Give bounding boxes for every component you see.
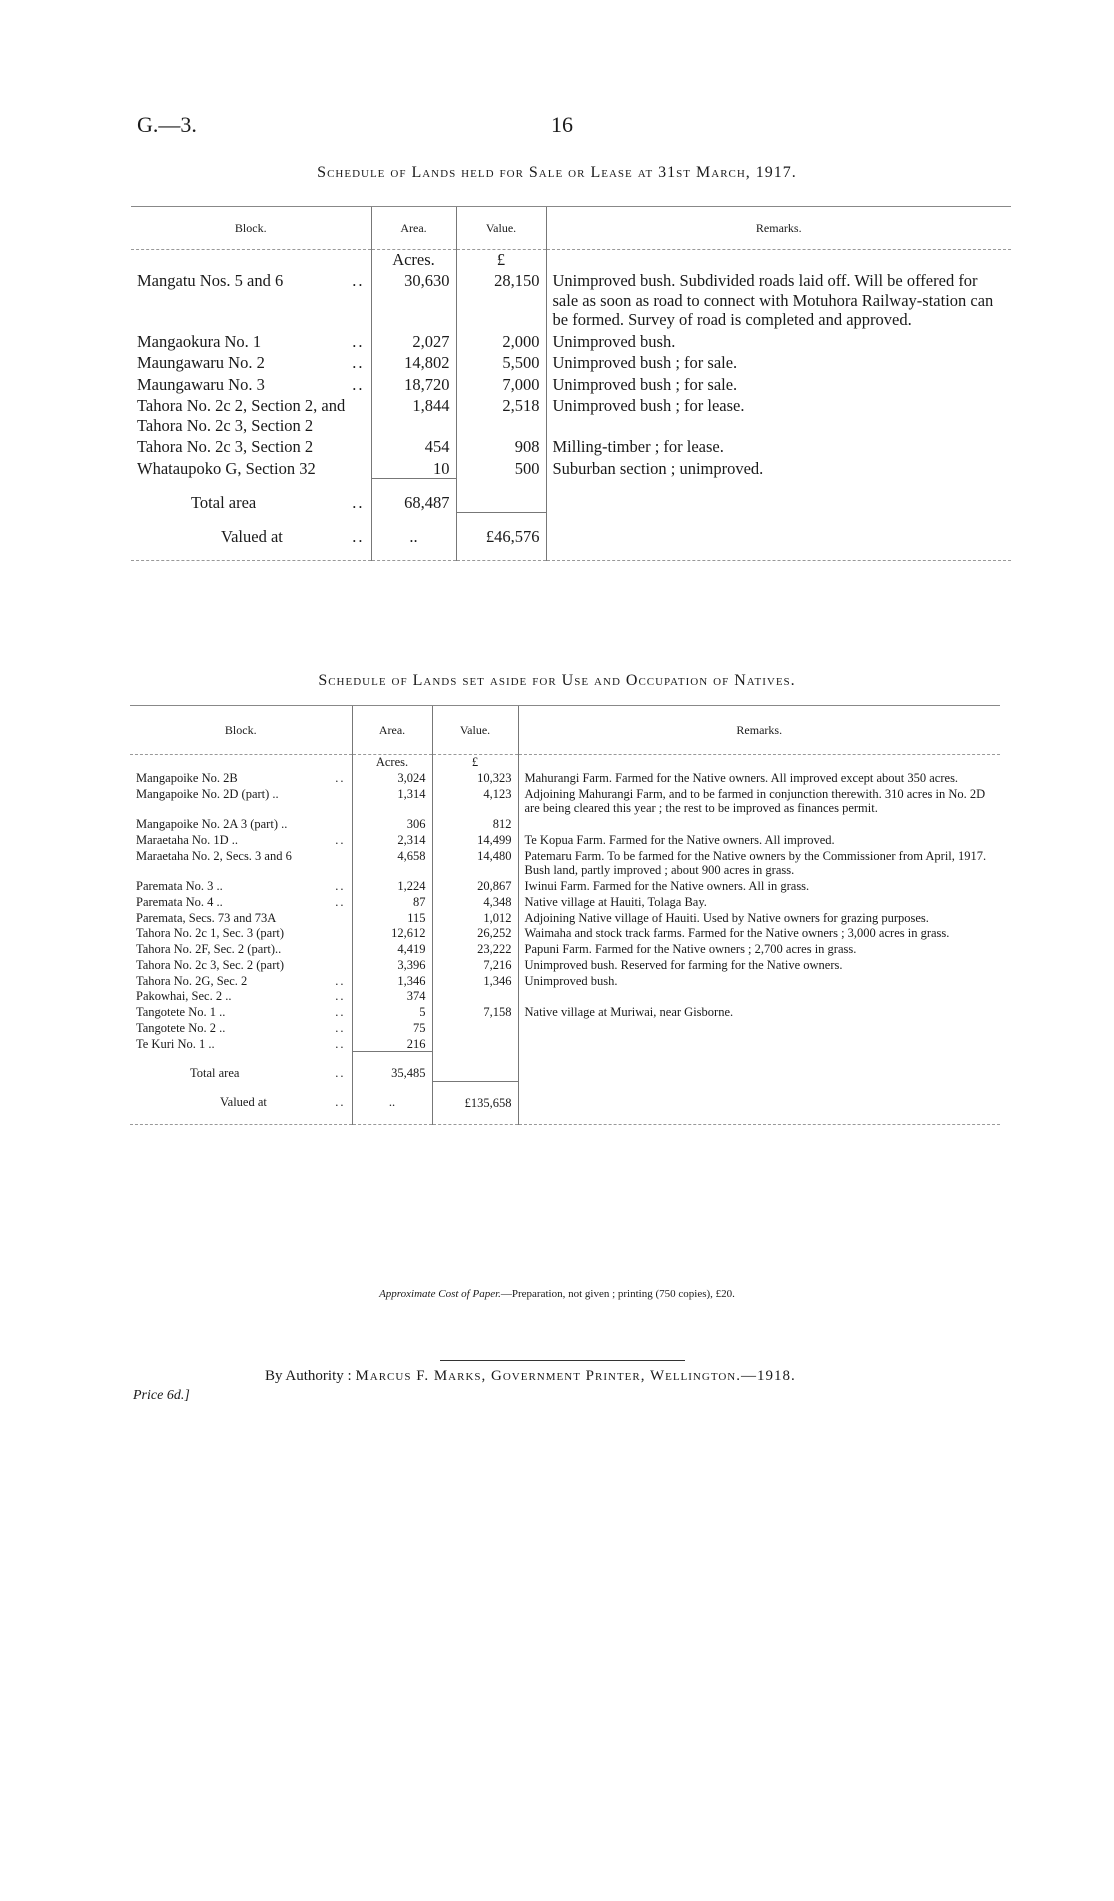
value-cell: 812: [432, 816, 518, 832]
remarks-cell: Native village at Muriwai, near Gisborne.: [518, 1004, 1000, 1020]
block-name: Paremata No. 3 ..: [136, 879, 223, 893]
remarks-cell: Adjoining Mahurangi Farm, and to be farmed in conjunction therewith. 310 acres in No. 2D are being cleared this year ; the rest to be improved as finances permit.: [518, 786, 1000, 817]
valued-row: [131, 513, 1011, 561]
col-area: Area.: [371, 207, 456, 250]
area-cell: 87: [352, 894, 432, 910]
table-row: [130, 786, 1000, 817]
total-row: [131, 479, 1011, 513]
remarks-cell: Unimproved bush. Subdivided roads laid off. Will be offered for sale as soon as road to connect with Motuhora Railway-station can be formed. Survey of road is completed and approved.: [546, 269, 1011, 329]
value-cell: [432, 1020, 518, 1036]
value-cell: 20,867: [432, 878, 518, 894]
block-name: Paremata, Secs. 73 and 73A: [136, 910, 277, 925]
area-cell: 14,802: [371, 351, 456, 372]
value-cell: 10,323: [432, 770, 518, 786]
block-cell: [130, 832, 352, 848]
block-cell: [130, 1020, 352, 1036]
table-row: [130, 941, 1000, 957]
block-name: Tahora No. 2c 1, Sec. 3 (part): [136, 926, 285, 941]
block-name: Tangotete No. 2 ..: [136, 1020, 226, 1035]
authority-line: [265, 1368, 796, 1385]
table-row: [130, 832, 1000, 848]
remarks-cell: [518, 816, 1000, 832]
page-number: 16: [551, 112, 573, 137]
value-cell: [432, 1036, 518, 1052]
valued-area: ..: [371, 513, 456, 561]
block-name: Tahora No. 2c 3, Section 2: [137, 437, 314, 457]
block-name: Tahora No. 2c 3, Sec. 2 (part): [136, 957, 285, 972]
block-cell: [130, 957, 352, 973]
block-name: Mangapoike No. 2D (part) ..: [136, 786, 279, 801]
table-row: [130, 988, 1000, 1004]
table-row: [131, 330, 1011, 351]
remarks-cell: Unimproved bush.: [518, 973, 1000, 989]
table-row: [131, 435, 1011, 456]
area-cell: 3,024: [352, 770, 432, 786]
value-cell: 500: [456, 457, 546, 479]
area-cell: 10: [371, 457, 456, 479]
total-label: Total area: [190, 1065, 240, 1080]
block-name: Mangapoike No. 2A 3 (part) ..: [136, 817, 288, 831]
total-row: [130, 1052, 1000, 1081]
block-name: Maraetaha No. 2, Secs. 3 and 6: [136, 848, 292, 863]
block-cell: [130, 894, 352, 910]
remarks-cell: [518, 988, 1000, 1004]
area-unit: Acres.: [352, 755, 432, 770]
value-cell: 26,252: [432, 925, 518, 941]
table-row: [130, 1004, 1000, 1020]
area-cell: 306: [352, 816, 432, 832]
col-area: Area.: [352, 706, 432, 755]
units-row: [130, 755, 1000, 770]
valued-label-cell: [130, 1081, 352, 1124]
block-name: Tahora No. 2F, Sec. 2 (part)..: [136, 942, 282, 956]
area-cell: 1,224: [352, 878, 432, 894]
table-row: [130, 770, 1000, 786]
table-header-row: [131, 207, 1011, 250]
printer-name: Marcus F. Marks, Government Printer, Wellington.—1918.: [355, 1368, 796, 1384]
leader-dots: ..: [352, 331, 365, 351]
remarks-cell: Unimproved bush ; for sale.: [546, 373, 1011, 394]
block-cell: [130, 786, 352, 817]
col-block: Block.: [131, 207, 371, 250]
authority-rule: [440, 1360, 685, 1361]
remarks-cell: Unimproved bush. Reserved for farming for the Native owners.: [518, 957, 1000, 973]
value-cell: 23,222: [432, 941, 518, 957]
valued-area: ..: [352, 1081, 432, 1124]
remarks-cell: Suburban section ; unimproved.: [546, 457, 1011, 479]
value-cell: 7,158: [432, 1004, 518, 1020]
block-cell: [131, 351, 371, 372]
col-remarks: Remarks.: [518, 706, 1000, 755]
block-name: Maraetaha No. 1D ..: [136, 832, 239, 847]
block-name: Te Kuri No. 1 ..: [136, 1036, 215, 1051]
total-area: 68,487: [371, 479, 456, 513]
value-cell: 7,000: [456, 373, 546, 394]
table-row: [131, 457, 1011, 479]
table-row: [131, 373, 1011, 394]
table-row: [130, 1020, 1000, 1036]
total-label-cell: [131, 479, 371, 513]
block-cell: [130, 816, 352, 832]
total-remarks-cell: [546, 479, 1011, 513]
valued-row: [130, 1081, 1000, 1124]
leader-dots: ..: [335, 1065, 346, 1080]
table-row: [130, 1036, 1000, 1052]
leader-dots: ..: [335, 1020, 346, 1035]
approx-text: —Preparation, not given ; printing (750 copies), £20.: [500, 1288, 735, 1300]
block-name: Maungawaru No. 3: [137, 374, 265, 394]
block-cell: [130, 941, 352, 957]
area-cell: 75: [352, 1020, 432, 1036]
table1-title: Schedule of Lands held for Sale or Lease at 31st March, 1917.: [317, 164, 797, 181]
authority-prefix: By Authority :: [265, 1368, 352, 1384]
block-cell: [130, 1036, 352, 1052]
valued-value: £135,658: [432, 1081, 518, 1124]
leader-dots: ..: [335, 832, 346, 847]
area-cell: 4,658: [352, 848, 432, 879]
leader-dots: ..: [335, 770, 346, 785]
col-value: Value.: [432, 706, 518, 755]
area-cell: 454: [371, 435, 456, 456]
remarks-cell: Adjoining Native village of Hauiti. Used by Native owners for grazing purposes.: [518, 910, 1000, 926]
approx-label: Approximate Cost of Paper.: [379, 1288, 501, 1300]
valued-remarks-cell: [518, 1081, 1000, 1124]
value-cell: 28,150: [456, 269, 546, 329]
block-cell: [130, 988, 352, 1004]
block-cell: [130, 770, 352, 786]
total-label-cell: [130, 1052, 352, 1081]
value-cell: 1,346: [432, 973, 518, 989]
remarks-cell: Unimproved bush.: [546, 330, 1011, 351]
table-row: [131, 269, 1011, 329]
table-row: [130, 894, 1000, 910]
area-cell: 5: [352, 1004, 432, 1020]
block-cell: [130, 925, 352, 941]
block-name: Whataupoko G, Section 32: [137, 458, 316, 478]
block-cell: [130, 973, 352, 989]
col-value: Value.: [456, 207, 546, 250]
remarks-cell: Papuni Farm. Farmed for the Native owners ; 2,700 acres in grass.: [518, 941, 1000, 957]
remarks-cell: Waimaha and stock track farms. Farmed for the Native owners ; 3,000 acres in grass.: [518, 925, 1000, 941]
remarks-cell: [518, 1020, 1000, 1036]
leader-dots: ..: [335, 973, 346, 988]
value-cell: 2,518: [456, 394, 546, 435]
value-unit: £: [456, 250, 546, 270]
block-cell: [130, 848, 352, 879]
leader-dots: ..: [335, 989, 346, 1004]
approximate-cost-note: [0, 1288, 1114, 1300]
block-cell: [131, 435, 371, 456]
value-cell: 7,216: [432, 957, 518, 973]
value-cell: 908: [456, 435, 546, 456]
area-cell: 115: [352, 910, 432, 926]
leader-dots: ..: [352, 492, 365, 512]
table-row: [130, 848, 1000, 879]
block-cell: [131, 269, 371, 329]
area-cell: 3,396: [352, 957, 432, 973]
area-cell: 1,314: [352, 786, 432, 817]
remarks-cell: Mahurangi Farm. Farmed for the Native owners. All improved except about 350 acres.: [518, 770, 1000, 786]
total-value-cell: [456, 479, 546, 513]
valued-label: Valued at: [220, 1095, 267, 1109]
table-row: [131, 351, 1011, 372]
leader-dots: ..: [335, 1005, 346, 1019]
price: Price 6d.]: [133, 1388, 190, 1403]
table-header-row: [130, 706, 1000, 755]
table-row: [130, 878, 1000, 894]
table-row: [130, 925, 1000, 941]
block-name: Mangatu Nos. 5 and 6: [137, 271, 284, 291]
area-cell: 30,630: [371, 269, 456, 329]
col-block: Block.: [130, 706, 352, 755]
remarks-cell: Native village at Hauiti, Tolaga Bay.: [518, 894, 1000, 910]
table-row: [131, 394, 1011, 435]
area-unit: Acres.: [371, 250, 456, 270]
table-row: [130, 910, 1000, 926]
block-name: Mangaokura No. 1: [137, 331, 262, 351]
value-cell: 4,123: [432, 786, 518, 817]
leader-dots: ..: [352, 271, 365, 291]
table2-title: Schedule of Lands set aside for Use and Occupation of Natives.: [318, 672, 796, 689]
table1-body: [131, 250, 1011, 561]
block-name: Pakowhai, Sec. 2 ..: [136, 989, 232, 1004]
area-cell: 2,027: [371, 330, 456, 351]
value-cell: 14,480: [432, 848, 518, 879]
area-cell: 1,346: [352, 973, 432, 989]
remarks-cell: [518, 1036, 1000, 1052]
area-cell: 2,314: [352, 832, 432, 848]
block-name: Paremata No. 4 ..: [136, 894, 223, 909]
table-row: [130, 973, 1000, 989]
block-name: Tangotete No. 1 ..: [136, 1005, 226, 1019]
table-row: [130, 816, 1000, 832]
value-cell: 5,500: [456, 351, 546, 372]
value-cell: 14,499: [432, 832, 518, 848]
value-cell: 1,012: [432, 910, 518, 926]
block-name: Tahora No. 2G, Sec. 2: [136, 973, 248, 988]
valued-remarks-cell: [546, 513, 1011, 561]
remarks-cell: Iwinui Farm. Farmed for the Native owners. All in grass.: [518, 878, 1000, 894]
valued-value: £46,576: [456, 513, 546, 561]
leader-dots: ..: [352, 353, 365, 373]
area-cell: 4,419: [352, 941, 432, 957]
remarks-cell: Unimproved bush ; for sale.: [546, 351, 1011, 372]
valued-label: Valued at: [221, 526, 283, 546]
block-cell: [130, 878, 352, 894]
lands-for-sale-table: [131, 206, 1011, 561]
leader-dots: ..: [335, 1036, 346, 1051]
block-cell: [131, 373, 371, 394]
area-cell: 18,720: [371, 373, 456, 394]
value-unit: £: [432, 755, 518, 770]
leader-dots: ..: [335, 894, 346, 909]
block-cell: [130, 1004, 352, 1020]
block-name: Maungawaru No. 2: [137, 353, 265, 373]
col-remarks: Remarks.: [546, 207, 1011, 250]
remarks-cell: Te Kopua Farm. Farmed for the Native owners. All improved.: [518, 832, 1000, 848]
leader-dots: ..: [352, 526, 365, 546]
lands-for-natives-table: [130, 705, 1000, 1125]
valued-label-cell: [131, 513, 371, 561]
remarks-cell: Patemaru Farm. To be farmed for the Native owners by the Commissioner from April, 1917. Bush land, partly improved ; about 900 acres in grass.: [518, 848, 1000, 879]
block-name: Tahora No. 2c 2, Section 2, and Tahora No. 2c 3, Section 2: [137, 396, 346, 435]
table2-body: [130, 755, 1000, 1125]
document-code: G.—3.: [137, 112, 197, 137]
total-label: Total area: [191, 492, 257, 512]
units-row: [131, 250, 1011, 270]
area-cell: 12,612: [352, 925, 432, 941]
remarks-cell: Unimproved bush ; for lease.: [546, 394, 1011, 435]
block-name: Mangapoike No. 2B: [136, 770, 238, 785]
block-cell: [131, 330, 371, 351]
value-cell: [432, 988, 518, 1004]
block-cell: [131, 394, 371, 435]
value-cell: 4,348: [432, 894, 518, 910]
area-cell: 216: [352, 1036, 432, 1052]
total-remarks-cell: [518, 1052, 1000, 1081]
area-cell: 374: [352, 988, 432, 1004]
value-cell: 2,000: [456, 330, 546, 351]
total-area: 35,485: [352, 1052, 432, 1081]
table-row: [130, 957, 1000, 973]
leader-dots: ..: [335, 879, 346, 893]
leader-dots: ..: [335, 1095, 346, 1109]
leader-dots: ..: [352, 374, 365, 394]
block-cell: [131, 457, 371, 479]
remarks-cell: Milling-timber ; for lease.: [546, 435, 1011, 456]
total-value-cell: [432, 1052, 518, 1081]
block-cell: [130, 910, 352, 926]
area-cell: 1,844: [371, 394, 456, 435]
